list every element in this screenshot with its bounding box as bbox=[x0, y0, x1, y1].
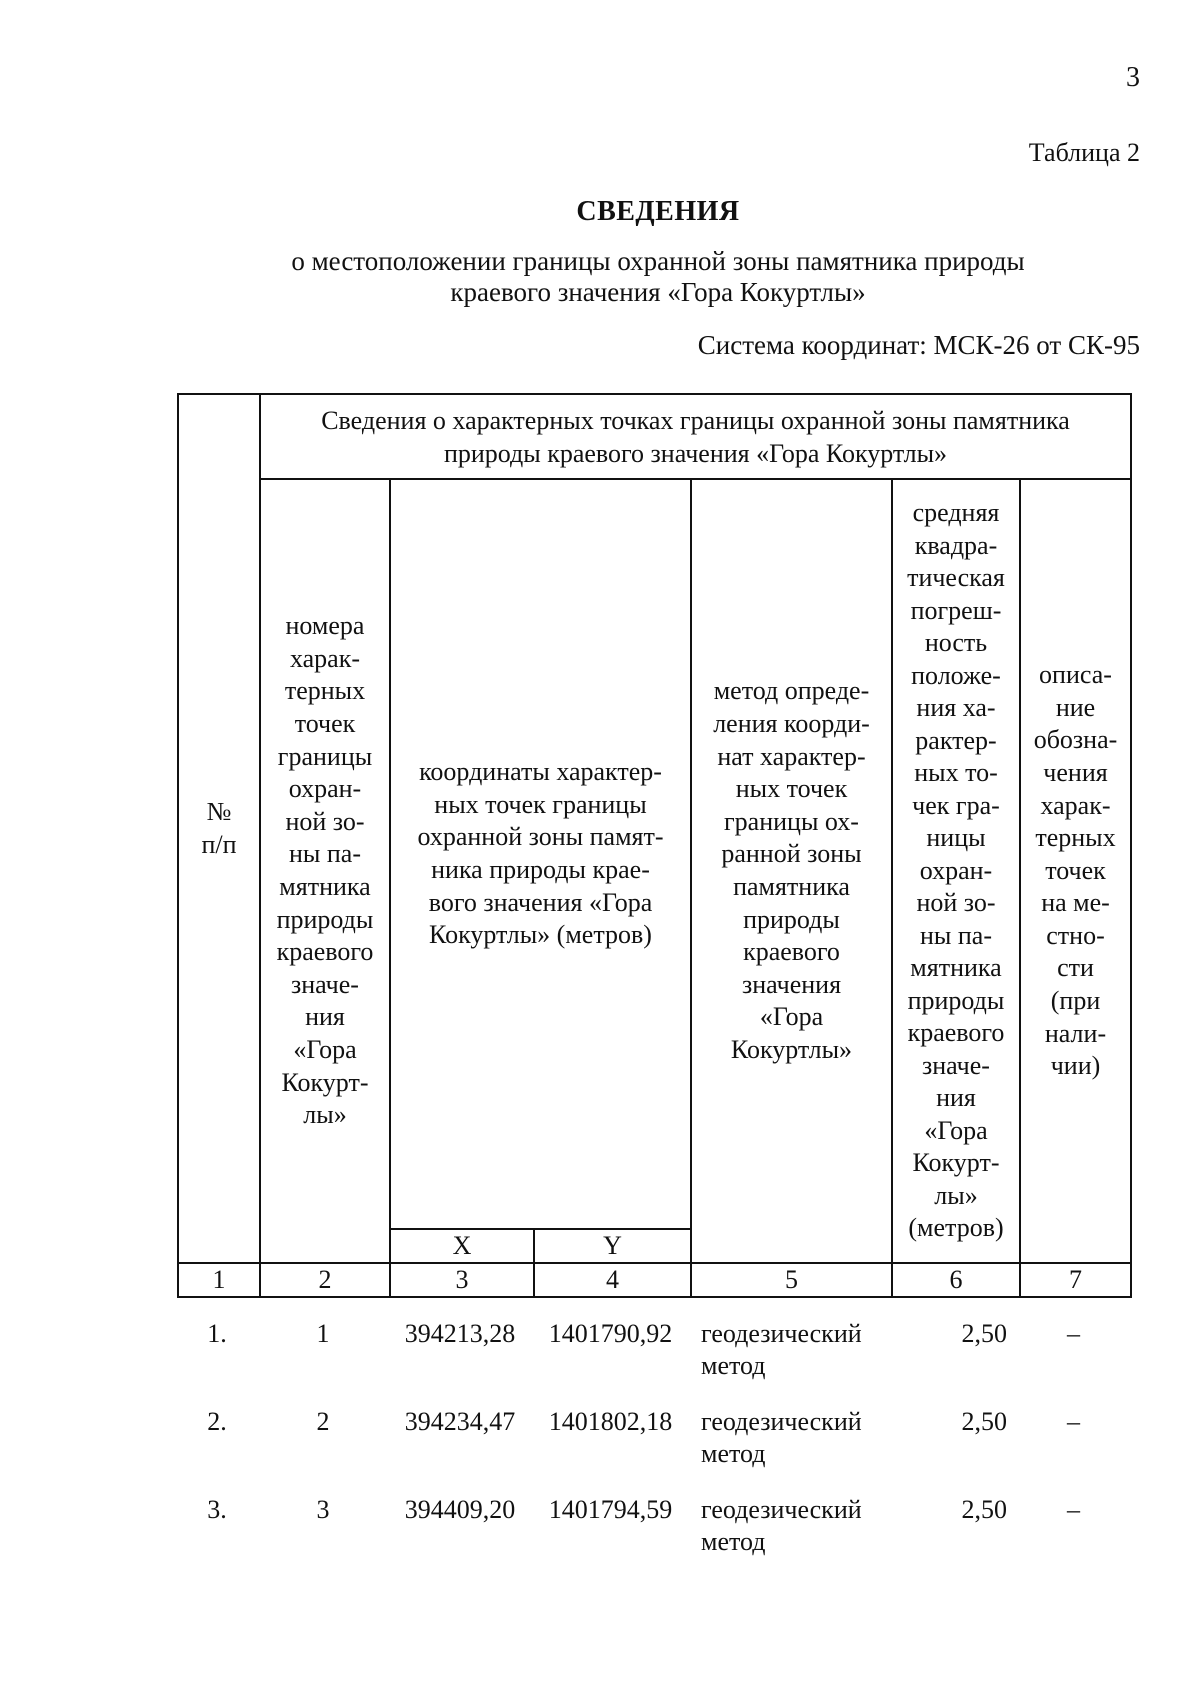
header-col-y bbox=[535, 1230, 690, 1262]
header-line: ние bbox=[1055, 692, 1096, 722]
header-line: ранной зоны bbox=[721, 839, 862, 869]
header-col-coordinates bbox=[391, 480, 690, 1228]
index-1: 1 bbox=[212, 1264, 226, 1294]
header-line: ника природы крае- bbox=[431, 855, 650, 884]
header-line: мятника bbox=[279, 872, 371, 901]
index-cell bbox=[391, 1264, 533, 1296]
row-method-line-1: геодезический bbox=[701, 1495, 862, 1524]
header-col-number bbox=[179, 395, 259, 1262]
row-error: 2,50 bbox=[961, 1407, 1007, 1436]
row-method-line-2: метод bbox=[701, 1439, 766, 1468]
header-col-error bbox=[893, 480, 1019, 1262]
row-description: – bbox=[1067, 1495, 1080, 1524]
header-line: границы bbox=[277, 741, 373, 771]
header-line: рактер- bbox=[915, 725, 997, 755]
header-line: охран- bbox=[919, 855, 993, 885]
col-x-label: X bbox=[452, 1230, 472, 1260]
group-title-line-2: природы краевого значения «Гора Кокуртлы» bbox=[443, 439, 948, 468]
row-y: 1401790,92 bbox=[548, 1319, 673, 1348]
header-line: природы bbox=[276, 904, 374, 934]
header-line: нали- bbox=[1044, 1018, 1107, 1048]
col-method-text bbox=[713, 675, 870, 1066]
header-table bbox=[177, 393, 1132, 1298]
index-cell bbox=[893, 1264, 1019, 1296]
header-line: ной зо- bbox=[916, 888, 996, 918]
header-line: границы ох- bbox=[724, 806, 859, 836]
group-title-line-1: Сведения о характерных точках границы охранной зоны памятника bbox=[321, 406, 1070, 436]
header-line: ния bbox=[305, 1002, 345, 1032]
header-line: вого значения «Гора bbox=[428, 887, 653, 917]
header-line: ны па- bbox=[919, 920, 992, 950]
index-cell bbox=[1021, 1264, 1130, 1296]
row-method bbox=[701, 1494, 891, 1558]
header-line: ность bbox=[924, 628, 988, 658]
header-line: краевого bbox=[276, 937, 374, 967]
header-line: точек bbox=[294, 709, 356, 739]
header-line: ных точек bbox=[735, 774, 848, 804]
header-line: чения bbox=[1043, 757, 1108, 787]
header-line: «Гора bbox=[759, 1002, 824, 1032]
row-point: 3 bbox=[316, 1495, 330, 1524]
header-line: погреш- bbox=[910, 595, 1002, 625]
header-line: метод опреде- bbox=[713, 676, 870, 706]
header-line: охранной зоны памят- bbox=[417, 822, 664, 852]
header-line: мятника bbox=[910, 953, 1002, 983]
row-point: 1 bbox=[316, 1319, 330, 1348]
header-line: (метров) bbox=[908, 1213, 1004, 1243]
header-line: терных bbox=[284, 676, 366, 706]
header-line: охран- bbox=[288, 774, 362, 804]
header-line: ны па- bbox=[288, 839, 361, 869]
index-cell bbox=[179, 1264, 259, 1296]
col-y-label: Y bbox=[603, 1230, 622, 1260]
document-title: СВЕДЕНИЯ bbox=[576, 196, 740, 227]
header-line: ния bbox=[936, 1083, 976, 1113]
index-5: 5 bbox=[785, 1264, 798, 1294]
header-col-description bbox=[1021, 480, 1130, 1262]
index-cell bbox=[535, 1264, 690, 1296]
row-number: 2. bbox=[207, 1407, 227, 1436]
header-line: природы bbox=[743, 904, 840, 934]
row-method-line-1: геодезический bbox=[701, 1407, 862, 1436]
header-line: краевого bbox=[743, 937, 840, 967]
header-line: памятника bbox=[733, 872, 850, 901]
row-x: 394234,47 bbox=[404, 1407, 516, 1436]
header-col-method bbox=[692, 480, 891, 1262]
header-line: ных точек границы bbox=[434, 789, 647, 819]
header-line: харак- bbox=[289, 643, 360, 673]
header-line: значе- bbox=[922, 1050, 990, 1080]
header-line: лы» bbox=[934, 1180, 978, 1210]
index-cell bbox=[692, 1264, 891, 1296]
col-point-numbers-text bbox=[277, 610, 374, 1132]
header-line: чии) bbox=[1050, 1051, 1101, 1081]
index-cell bbox=[261, 1264, 389, 1296]
header-line: (при bbox=[1050, 986, 1101, 1016]
coordinate-system: Система координат: МСК-26 от СК-95 bbox=[697, 330, 1140, 360]
header-col-point-numbers bbox=[261, 480, 389, 1262]
col-error-text bbox=[907, 497, 1005, 1245]
header-line: квадра- bbox=[914, 530, 998, 560]
row-description: – bbox=[1067, 1319, 1080, 1348]
row-y: 1401802,18 bbox=[548, 1407, 673, 1436]
row-number: 3. bbox=[207, 1495, 227, 1524]
row-error: 2,50 bbox=[961, 1319, 1007, 1348]
col-number-label: № п/п bbox=[201, 796, 237, 859]
header-line: чек гра- bbox=[912, 790, 1000, 820]
header-line: краевого bbox=[907, 1018, 1005, 1048]
header-line: номера bbox=[285, 611, 365, 641]
subtitle-line-1: о местоположении границы охранной зоны памятника природы bbox=[291, 246, 1025, 276]
header-line: Кокуртлы» (метров) bbox=[429, 920, 652, 950]
header-line: Кокурт- bbox=[281, 1067, 369, 1097]
row-number: 1. bbox=[207, 1319, 227, 1348]
header-group-title bbox=[261, 403, 1130, 473]
col-description-text bbox=[1034, 659, 1118, 1083]
header-line: на ме- bbox=[1041, 888, 1110, 918]
index-4: 4 bbox=[606, 1264, 619, 1294]
subtitle-line-2: краевого значения «Гора Кокуртлы» bbox=[450, 277, 866, 307]
header-line: «Гора bbox=[293, 1034, 357, 1064]
header-line: природы bbox=[907, 985, 1005, 1015]
header-line: средняя bbox=[912, 498, 1000, 528]
row-method-line-1: геодезический bbox=[701, 1319, 862, 1348]
header-line: сти bbox=[1057, 953, 1094, 983]
row-method bbox=[701, 1318, 891, 1382]
header-line: значе- bbox=[291, 969, 359, 999]
row-x: 394409,20 bbox=[404, 1495, 516, 1524]
header-line: Кокурт- bbox=[912, 1148, 1000, 1178]
header-line: тическая bbox=[907, 563, 1005, 593]
index-3: 3 bbox=[455, 1264, 469, 1294]
col-coordinates-text bbox=[417, 756, 663, 952]
header-line: «Гора bbox=[924, 1115, 988, 1145]
header-line: терных bbox=[1035, 823, 1116, 853]
header-line: ния ха- bbox=[916, 693, 996, 723]
row-point: 2 bbox=[316, 1407, 330, 1436]
header-line: точек bbox=[1045, 855, 1106, 885]
header-line: ной зо- bbox=[285, 806, 365, 836]
row-x: 394213,28 bbox=[404, 1319, 516, 1348]
table-label: Таблица 2 bbox=[1028, 138, 1140, 167]
header-line: ления коорди- bbox=[713, 709, 870, 739]
header-line: стно- bbox=[1046, 920, 1105, 950]
header-line: значения bbox=[741, 969, 842, 999]
header-line: лы» bbox=[303, 1100, 347, 1130]
header-col-x bbox=[391, 1230, 533, 1262]
header-line: харак- bbox=[1040, 790, 1111, 820]
row-method-line-2: метод bbox=[701, 1351, 766, 1380]
header-line: нат характер- bbox=[717, 741, 866, 771]
document-subtitle bbox=[200, 246, 1116, 308]
header-line: описа- bbox=[1039, 660, 1112, 690]
header-line: Кокуртлы» bbox=[730, 1034, 853, 1064]
header-line: ных то- bbox=[914, 758, 998, 788]
row-method bbox=[701, 1406, 891, 1470]
header-line: обозна- bbox=[1033, 725, 1118, 755]
row-error: 2,50 bbox=[961, 1495, 1007, 1524]
index-6: 6 bbox=[949, 1264, 963, 1294]
header-line: координаты характер- bbox=[419, 757, 662, 787]
row-y: 1401794,59 bbox=[548, 1495, 673, 1524]
page-number: 3 bbox=[1126, 62, 1140, 93]
row-method-line-2: метод bbox=[701, 1527, 766, 1556]
index-2: 2 bbox=[318, 1264, 332, 1294]
header-line: ницы bbox=[926, 823, 986, 853]
index-7: 7 bbox=[1069, 1264, 1082, 1294]
row-description: – bbox=[1067, 1407, 1080, 1436]
header-line: положе- bbox=[911, 660, 1001, 690]
